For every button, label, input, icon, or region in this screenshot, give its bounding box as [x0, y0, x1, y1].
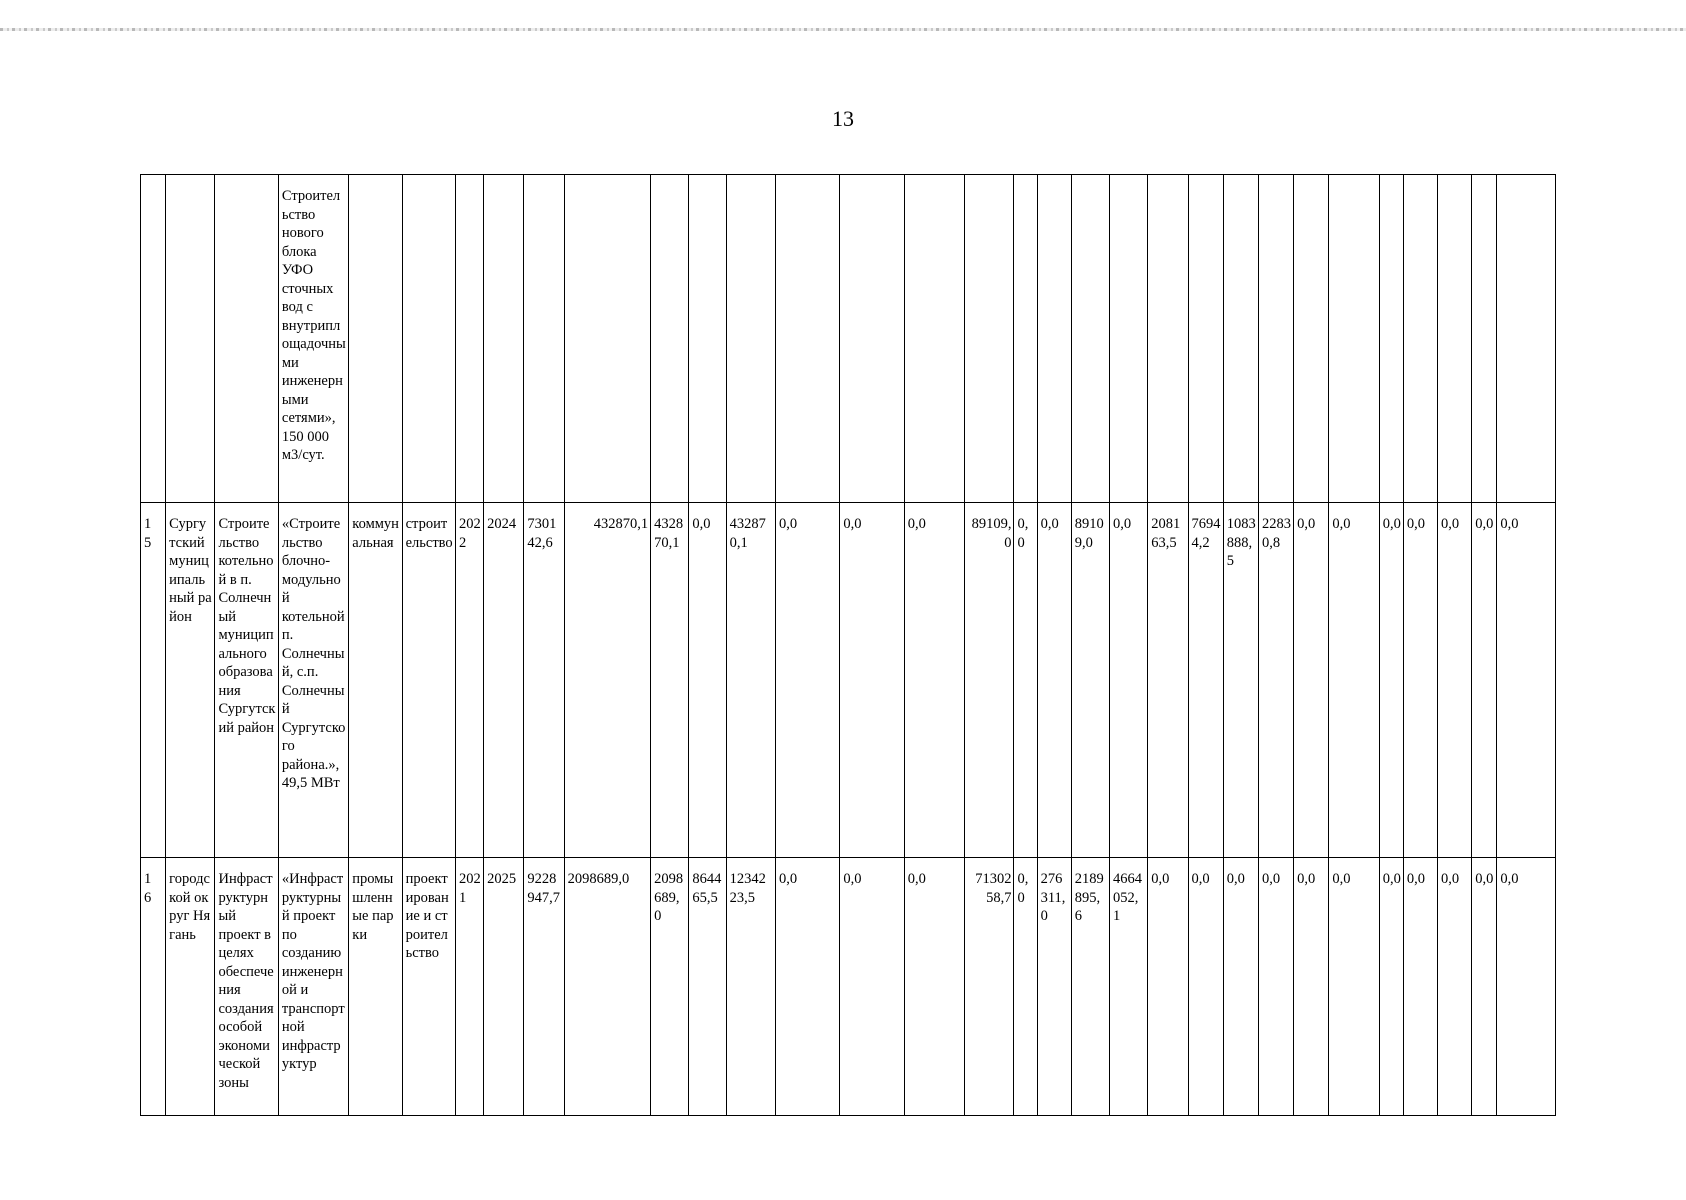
cell-year-end — [484, 175, 524, 503]
cell-value: 0,0 — [1223, 858, 1258, 1116]
cell-year-start: 2022 — [455, 503, 483, 858]
cell-value — [564, 175, 651, 503]
cell-value: 2098689,0 — [564, 858, 651, 1116]
cell-object-description: «Строительство блочно-модульной котельной п. Солнечный, с.п. Солнечный Сургутского района.», 49,5 МВт — [278, 503, 348, 858]
cell-value: 0,0 — [1329, 503, 1379, 858]
cell-value — [775, 175, 839, 503]
cell-number — [141, 175, 166, 503]
cell-responsible-body: 0,0 — [1497, 503, 1556, 858]
cell-value — [524, 175, 564, 503]
cell-value: 0,0 — [775, 858, 839, 1116]
cell-sector: промышленные парки — [349, 858, 402, 1116]
cell-municipality: городской округ Нягань — [166, 858, 215, 1116]
cell-value — [840, 175, 904, 503]
cell-municipality — [166, 175, 215, 503]
cell-value — [1438, 175, 1472, 503]
cell-value — [1379, 175, 1403, 503]
cell-value: 432870,1 — [651, 503, 689, 858]
cell-value: 0,0 — [1294, 503, 1329, 858]
cell-value: 0,0 — [1014, 503, 1037, 858]
cell-value: 22830,8 — [1258, 503, 1293, 858]
scan-edge — [0, 28, 1686, 31]
cell-stage: строительство — [402, 503, 455, 858]
cell-value: 864465,5 — [689, 858, 726, 1116]
cell-number: 1 5 — [141, 503, 166, 858]
cell-object-description: Строительство нового блока УФО сточных вод с внутриплощадочными инженерными сетями», 150 000 м3/сут. — [278, 175, 348, 503]
table-row — [141, 175, 1556, 503]
cell-value: 0,0 — [1110, 503, 1148, 858]
cell-value: 432870,1 — [564, 503, 651, 858]
cell-value — [1188, 175, 1223, 503]
cell-value: 7130258,7 — [965, 858, 1014, 1116]
cell-value — [1294, 175, 1329, 503]
cell-year-start: 2021 — [455, 858, 483, 1116]
cell-value: 0,0 — [1472, 503, 1497, 858]
cell-stage: проектирование и строительство — [402, 858, 455, 1116]
cell-value — [689, 175, 726, 503]
page-number: 13 — [832, 106, 854, 131]
cell-project: Инфраструктурный проект в целях обеспечения создания особой экономической зоны — [215, 858, 278, 1116]
cell-value: 0,0 — [1329, 858, 1379, 1116]
cell-value: 1234223,5 — [726, 858, 775, 1116]
cell-value — [904, 175, 964, 503]
cell-value — [1037, 175, 1071, 503]
cell-value: 0,0 — [775, 503, 839, 858]
cell-value: 89109,0 — [965, 503, 1014, 858]
cell-value: 76944,2 — [1188, 503, 1223, 858]
cell-value: 0,0 — [840, 858, 904, 1116]
cell-value: 0,0 — [1294, 858, 1329, 1116]
cell-value: 0,0 — [1258, 858, 1293, 1116]
cell-stage — [402, 175, 455, 503]
cell-value — [1071, 175, 1109, 503]
cell-value — [651, 175, 689, 503]
cell-project — [215, 175, 278, 503]
cell-value: 0,0 — [1037, 503, 1071, 858]
cell-value: 0,0 — [1148, 858, 1188, 1116]
cell-value: 0,0 — [1403, 503, 1437, 858]
cell-value — [1223, 175, 1258, 503]
cell-value — [1403, 175, 1437, 503]
cell-value: 432870,1 — [726, 503, 775, 858]
cell-value: 0,0 — [1379, 858, 1403, 1116]
cell-value: 0,0 — [1014, 858, 1037, 1116]
cell-value: 0,0 — [1472, 858, 1497, 1116]
cell-value — [726, 175, 775, 503]
cell-year-start — [455, 175, 483, 503]
cell-sector: коммунальная — [349, 503, 402, 858]
cell-project: Строительство котельной в п. Солнечный муниципального образования Сургутский район — [215, 503, 278, 858]
cell-sector — [349, 175, 402, 503]
cell-value: 208163,5 — [1148, 503, 1188, 858]
cell-responsible-body: 0,0 — [1497, 858, 1556, 1116]
cell-value: 2098689,0 — [651, 858, 689, 1116]
cell-value: 276311,0 — [1037, 858, 1071, 1116]
cell-municipality: Сургутский муниципальный район — [166, 503, 215, 858]
cell-value: 0,0 — [840, 503, 904, 858]
cell-value: 2189895,6 — [1071, 858, 1109, 1116]
cell-value: 0,0 — [904, 858, 964, 1116]
cell-year-end: 2024 — [484, 503, 524, 858]
table-row — [141, 858, 1556, 1116]
cell-value — [1329, 175, 1379, 503]
cell-value: 0,0 — [1438, 858, 1472, 1116]
cell-value — [965, 175, 1014, 503]
cell-number: 1 6 — [141, 858, 166, 1116]
cell-value — [1472, 175, 1497, 503]
cell-value: 0,0 — [1188, 858, 1223, 1116]
cell-value: 0,0 — [1438, 503, 1472, 858]
cell-value: 730142,6 — [524, 503, 564, 858]
cell-value — [1258, 175, 1293, 503]
cell-value: 0,0 — [689, 503, 726, 858]
cell-year-end: 2025 — [484, 858, 524, 1116]
cell-value — [1014, 175, 1037, 503]
cell-value: 9228947,7 — [524, 858, 564, 1116]
cell-value: 89109,0 — [1071, 503, 1109, 858]
cell-responsible-body — [1497, 175, 1556, 503]
cell-object-description: «Инфраструктурный проект по созданию инженерной и транспортной инфраструктур — [278, 858, 348, 1116]
cell-value — [1148, 175, 1188, 503]
table-row — [141, 503, 1556, 858]
cell-value: 0,0 — [904, 503, 964, 858]
cell-value: 0,0 — [1403, 858, 1437, 1116]
investment-projects-table — [140, 174, 1556, 1116]
cell-value: 0,0 — [1379, 503, 1403, 858]
cell-value: 4664052,1 — [1110, 858, 1148, 1116]
cell-value: 1083888,5 — [1223, 503, 1258, 858]
cell-value — [1110, 175, 1148, 503]
